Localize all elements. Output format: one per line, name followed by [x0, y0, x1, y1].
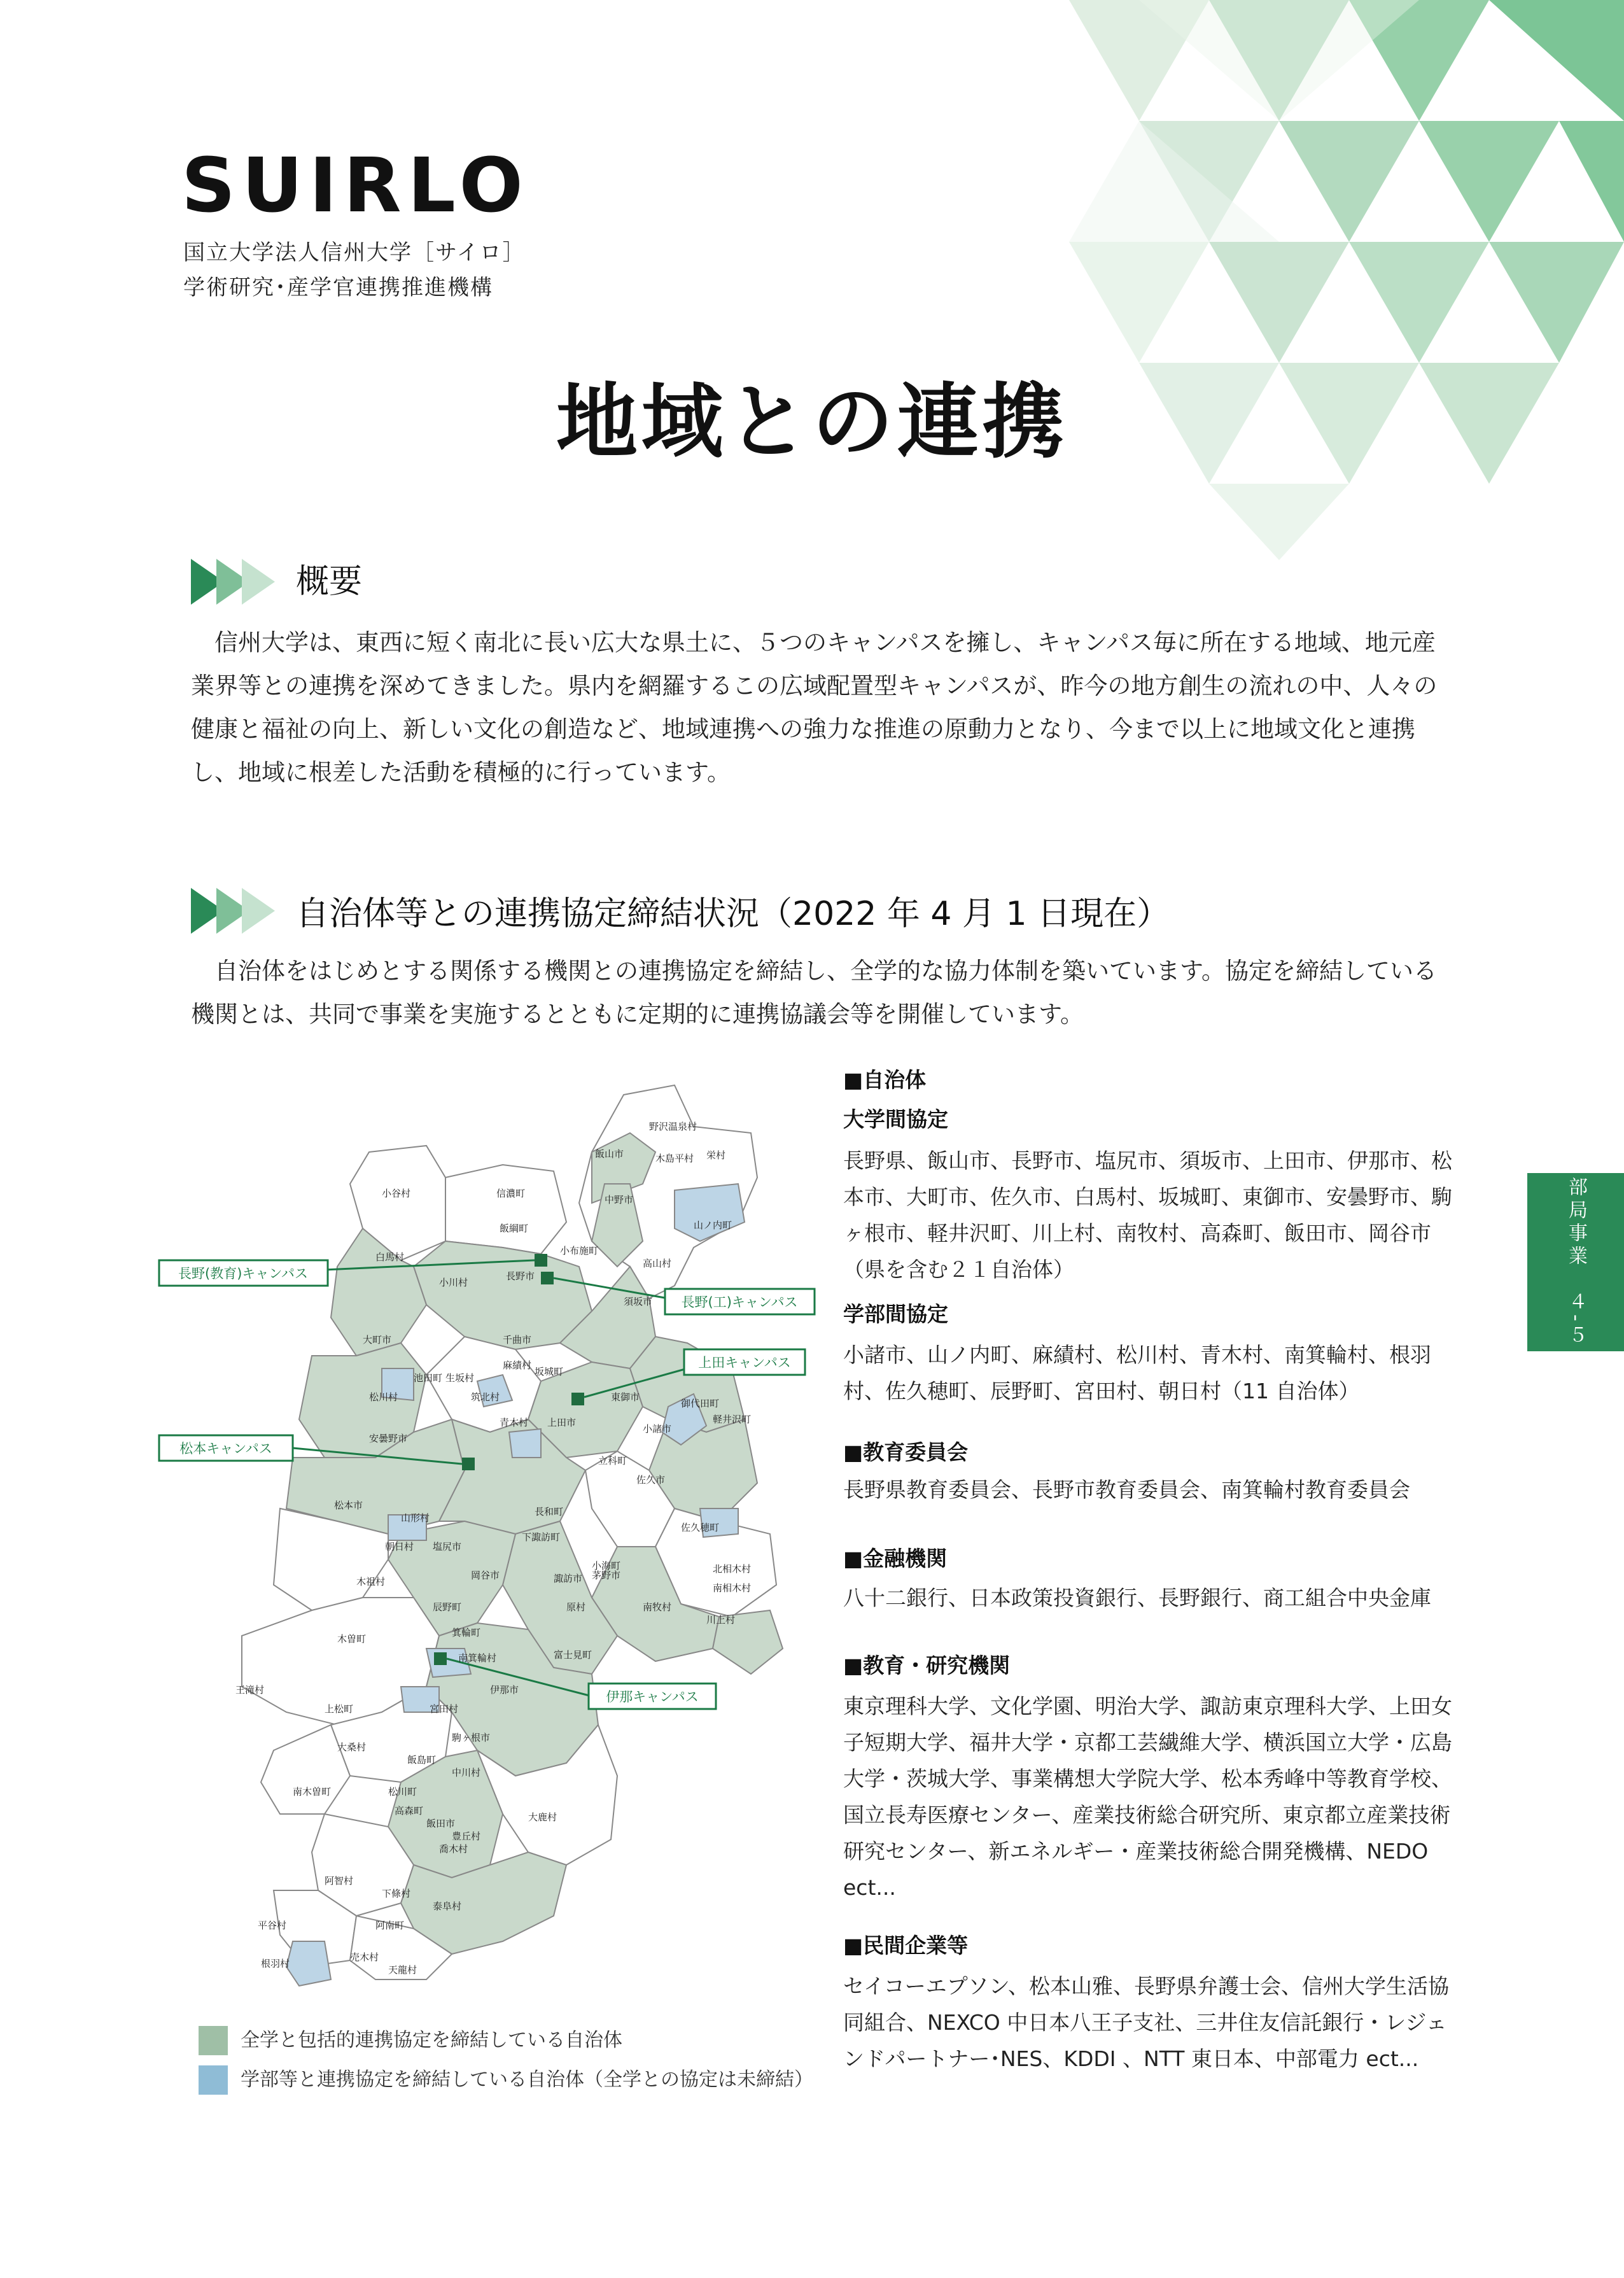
place-label: 大町市: [363, 1334, 392, 1346]
place-label: 駒ヶ根市: [452, 1732, 491, 1743]
place-label: 麻績村: [503, 1360, 532, 1371]
place-label: 川上村: [706, 1614, 736, 1626]
place-label: 野沢温泉村: [649, 1121, 697, 1132]
page-title: 地域との連携: [556, 375, 1068, 470]
campus-label-ina: 伊那キャンパス: [606, 1689, 699, 1705]
category-education-board: ■教育委員会: [843, 1440, 969, 1465]
place-label: 辰野町: [433, 1601, 462, 1613]
place-label: 筑北村: [471, 1391, 500, 1403]
place-label: 売木村: [350, 1951, 379, 1963]
decorative-triangle: [1209, 484, 1349, 560]
place-label: 豊丘村: [452, 1831, 481, 1842]
section-arrow-icon: [191, 559, 280, 605]
place-label: 小谷村: [382, 1188, 411, 1199]
campus-label-nagano-edu: 長野(教育)キャンパス: [178, 1266, 308, 1281]
place-label: 大桑村: [337, 1741, 367, 1753]
place-label: 木祖村: [356, 1576, 386, 1587]
place-label: 富士見町: [554, 1649, 592, 1661]
place-label: 根羽村: [261, 1958, 290, 1969]
place-label: 高山村: [643, 1258, 672, 1269]
decorative-triangle: [1419, 121, 1559, 242]
place-label: 池田町: [414, 1372, 443, 1384]
section-arrow-icon: [191, 888, 280, 934]
place-label: 生坂村: [445, 1372, 475, 1384]
decorative-triangle: [1069, 242, 1209, 363]
campus-label-ueda: 上田キャンパス: [698, 1355, 791, 1370]
place-label: 松川村: [369, 1391, 398, 1403]
decorative-triangle: [1559, 121, 1624, 242]
place-label: 中川村: [452, 1767, 481, 1778]
decorative-triangle: [1489, 0, 1624, 121]
place-label: 東御市: [611, 1391, 640, 1403]
place-label: 南牧村: [643, 1601, 672, 1613]
agreements-paragraph: 自治体をはじめとする関係する機関との連携協定を締結し、全学的な協力体制を築いています。協定を締結している機関とは、共同で事業を実施するとともに定期的に連携協議会等を開催しています。: [191, 957, 1438, 1028]
finance-list: 八十二銀行、日本政策投資銀行、長野銀行、商工組合中央金庫: [843, 1585, 1431, 1610]
legend-swatch-faculty: [199, 2065, 228, 2095]
place-label: 箕輪町: [452, 1627, 481, 1638]
research-list: 東京理科大学、文化学園、明治大学、諏訪東京理科大学、上田女子短期大学、福井大学・京都工芸繊維大学、横浜国立大学・広島大学・茨城大学、事業構想大学院大学、松本秀峰中等教育学校、国立長寿医療センター、産業技術総合研究所、東京都立産業技術研究センター、新エネルギー・産業技術総合開発機構、NEDO ect...: [843, 1694, 1452, 1900]
place-label: 飯綱町: [500, 1223, 529, 1234]
logo: SUIRLO: [181, 141, 529, 229]
decorative-triangle: [1489, 242, 1624, 363]
place-label: 阿南町: [375, 1920, 405, 1931]
place-label: 千曲市: [503, 1334, 532, 1346]
place-label: 小川村: [439, 1277, 468, 1288]
place-label: 軽井沢町: [713, 1414, 752, 1425]
decorative-triangle: [1279, 121, 1419, 242]
place-label: 佐久穂町: [681, 1522, 720, 1533]
sub-university-agreement: 大学間協定: [843, 1107, 948, 1132]
place-label: 山形村: [401, 1512, 430, 1524]
place-label: 平谷村: [258, 1920, 287, 1931]
place-label: 諏訪市: [554, 1573, 583, 1584]
place-label: 朝日村: [385, 1541, 414, 1552]
place-label: 佐久市: [636, 1474, 666, 1486]
place-label: 飯山市: [595, 1148, 624, 1160]
place-label: 下諏訪町: [522, 1531, 561, 1543]
place-label: 王滝村: [235, 1684, 265, 1696]
section-heading-overview: 概要: [296, 563, 363, 601]
place-label: 天龍村: [388, 1964, 417, 1976]
place-label: 喬木村: [439, 1843, 468, 1855]
place-label: 松本市: [334, 1500, 363, 1511]
org-name: 国立大学法人信州大学［サイロ］: [183, 240, 526, 265]
faculty-agreement-list: 小諸市、山ノ内町、麻績村、松川村、青木村、南箕輪村、根羽村、佐久穂町、辰野町、宮田村、朝日村（11 自治体）: [843, 1342, 1431, 1403]
place-label: 小布施町: [560, 1245, 599, 1256]
place-label: 山ノ内町: [694, 1220, 732, 1231]
place-label: 宮田村: [430, 1703, 459, 1715]
place-label: 木島平村: [655, 1153, 694, 1164]
place-label: 白馬村: [375, 1251, 405, 1263]
place-label: 小諸市: [643, 1423, 672, 1435]
category-municipal: ■自治体: [843, 1067, 927, 1092]
place-label: 原村: [566, 1601, 586, 1613]
place-label: 木曽町: [337, 1633, 367, 1645]
place-label: 信濃町: [496, 1188, 526, 1199]
section-heading-agreements: 自治体等との連携協定締結状況（2022 年 4 月 1 日現在）: [296, 895, 1170, 933]
campus-label-nagano-eng: 長野(工)キャンパス: [681, 1295, 798, 1310]
legend-swatch-comprehensive: [199, 2026, 228, 2055]
side-tab: 部局事業 ４-５: [1527, 1173, 1624, 1351]
place-label: 南相木村: [713, 1582, 752, 1594]
place-label: 飯島町: [407, 1754, 437, 1766]
place-label: 須坂市: [624, 1296, 653, 1307]
place-label: 泰阜村: [433, 1901, 462, 1912]
place-label: 青木村: [500, 1417, 529, 1428]
place-label: 長和町: [535, 1506, 564, 1517]
place-label: 塩尻市: [433, 1541, 462, 1552]
place-label: 栄村: [706, 1150, 726, 1161]
place-label: 松川町: [388, 1786, 417, 1797]
place-label: 立科町: [598, 1455, 627, 1466]
place-label: 北相木村: [713, 1563, 752, 1575]
place-label: 阿智村: [325, 1875, 354, 1887]
place-label: 安曇野市: [369, 1433, 408, 1444]
overview-paragraph: 信州大学は、東西に短く南北に長い広大な県土に、５つのキャンパスを擁し、キャンパス毎に所在する地域、地元産業界等との連携を深めてきました。県内を網羅するこの広域配置型キャンパスが、昨今の地方創生の流れの中、人々の健康と福祉の向上、新しい文化の創造など、地域連携への強力な推進の原動力となり、今まで以上に地域文化と連携し、地域に根差した活動を積極的に行っています。: [191, 629, 1438, 786]
place-label: 長野市: [506, 1270, 535, 1282]
education-board-list: 長野県教育委員会、長野市教育委員会、南箕輪村教育委員会: [843, 1477, 1410, 1502]
campus-label-matsumoto: 松本キャンパス: [179, 1441, 272, 1456]
category-finance: ■金融機関: [843, 1546, 948, 1571]
legend-text-comprehensive: 全学と包括的連携協定を締結している自治体: [241, 2029, 622, 2051]
decorative-triangle: [1209, 242, 1349, 363]
place-label: 岡谷市: [471, 1570, 500, 1581]
place-label: 飯田市: [426, 1818, 456, 1829]
place-label: 高森町: [395, 1805, 424, 1817]
place-label: 坂城町: [535, 1366, 564, 1377]
nagano-map: [146, 1076, 821, 1999]
sub-faculty-agreement: 学部間協定: [843, 1302, 948, 1326]
category-research: ■教育・研究機関: [843, 1653, 1011, 1678]
private-list: セイコーエプソン、松本山雅、長野県弁護士会、信州大学生活協同組合、NEXCO 中日本八王子支社、三井住友信託銀行・レジェンドパートナー･NES、KDDI 、NTT 東日本、中部電力 ect...: [843, 1974, 1450, 2071]
decorative-triangle: [1349, 242, 1489, 363]
university-agreement-list: 長野県、飯山市、長野市、塩尻市、須坂市、上田市、伊那市、松本市、大町市、佐久市、白馬村、坂城町、東御市、安曇野市、駒ヶ根市、軽井沢町、川上村、南牧村、高森町、飯田市、岡谷市（県を含む２１自治体）: [843, 1148, 1452, 1282]
place-label: 大鹿村: [528, 1811, 557, 1823]
place-label: 下條村: [382, 1888, 411, 1899]
place-label: 上田市: [547, 1417, 577, 1428]
place-label: 御代田町: [681, 1398, 720, 1409]
category-private: ■民間企業等: [843, 1933, 969, 1958]
place-label: 茅野市: [592, 1570, 621, 1581]
place-label: 上松町: [325, 1703, 354, 1715]
legend-text-faculty: 学部等と連携協定を締結している自治体（全学との協定は未締結）: [241, 2069, 813, 2091]
place-label: 中野市: [605, 1194, 634, 1206]
place-label: 伊那市: [490, 1684, 519, 1696]
org-department: 学術研究･産学官連携推進機構: [183, 275, 493, 300]
place-label: 南木曽町: [293, 1786, 332, 1797]
place-label: 小海町: [592, 1560, 621, 1571]
decorative-triangle: [1139, 0, 1419, 121]
place-label: 南箕輪村: [458, 1652, 497, 1664]
